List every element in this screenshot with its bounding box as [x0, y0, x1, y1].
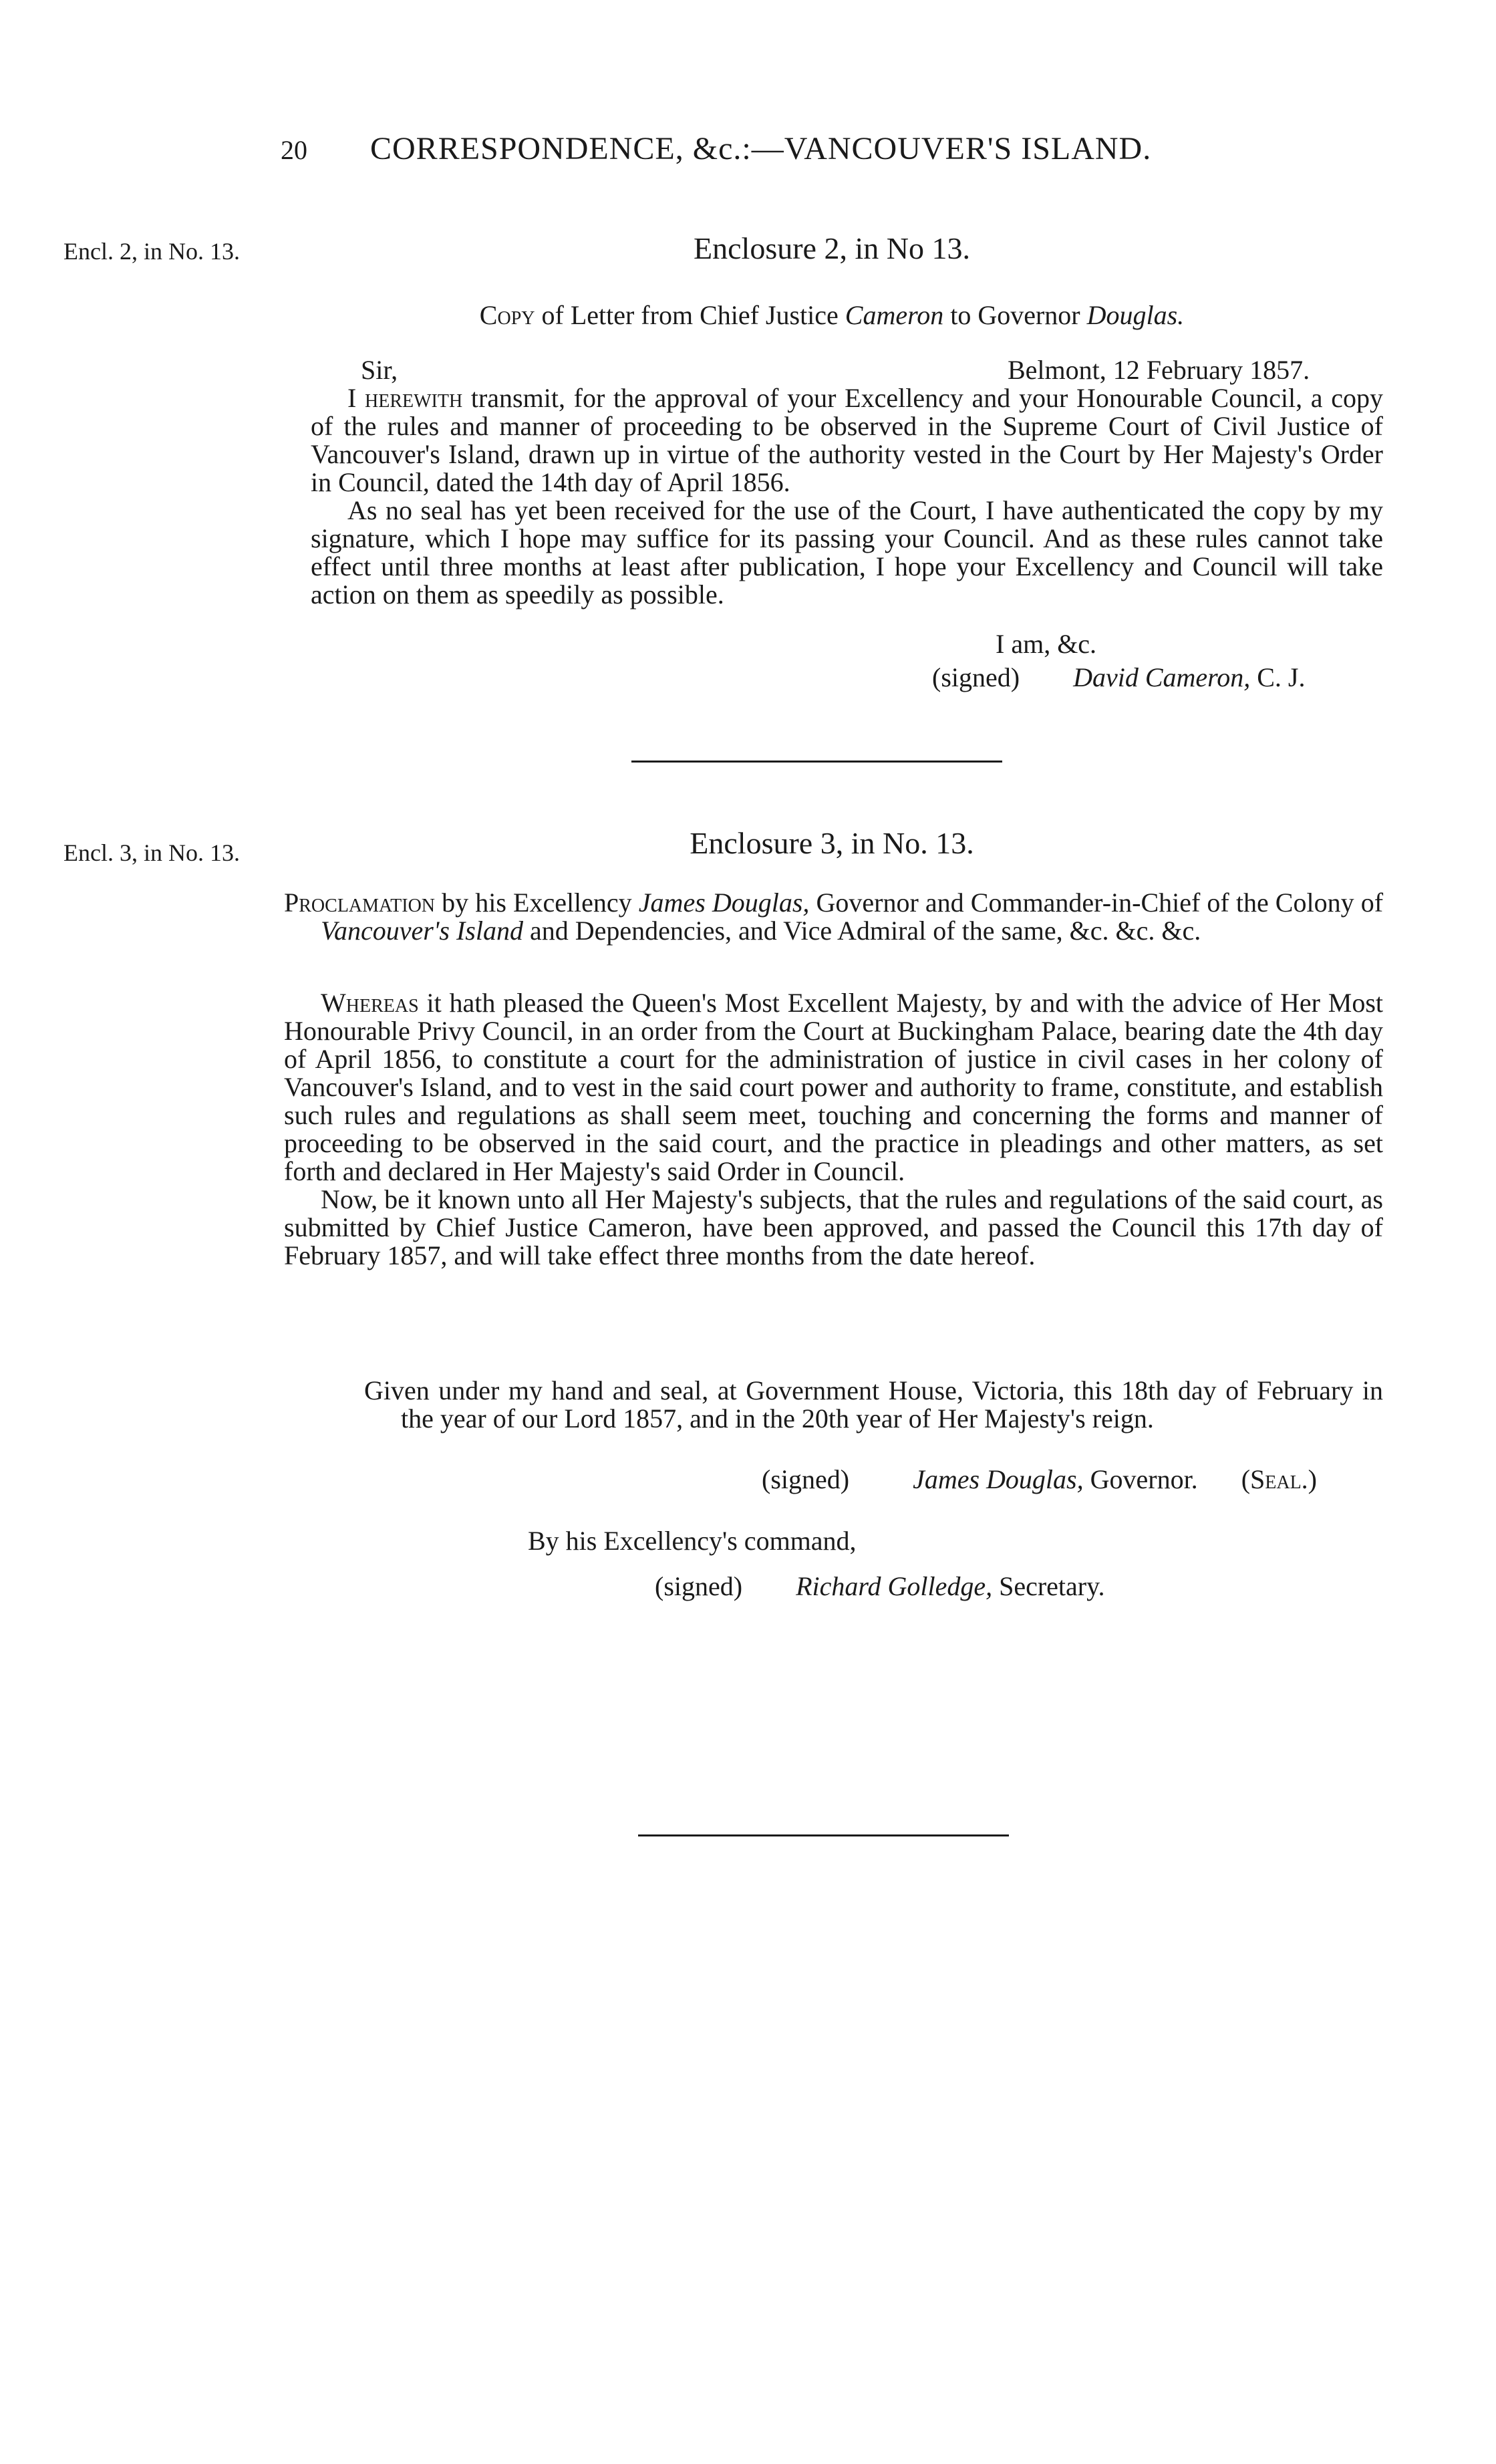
- running-title: CORRESPONDENCE, &c.:—VANCOUVER'S ISLAND.: [370, 131, 1152, 166]
- subheading-douglas: Douglas.: [1086, 300, 1185, 330]
- secretary-signature: [655, 1570, 1105, 1602]
- proc-text-3: and Dependencies, and Vice Admiral of the same, &c. &c. &c.: [522, 916, 1201, 946]
- enclosure-3-heading: Enclosure 3, in No. 13.: [690, 826, 974, 860]
- proclamation-paragraph-1: [284, 989, 1383, 1186]
- signed-label-3: (signed): [655, 1571, 743, 1601]
- signed-label: (signed): [932, 662, 1020, 692]
- proclamation-title: [284, 889, 1383, 945]
- governor-title: Governor.: [1083, 1464, 1198, 1494]
- closing: I am, &c.: [996, 629, 1097, 659]
- secretary-title: Secretary.: [992, 1571, 1105, 1601]
- proclamation-paragraph-2: Now, be it known unto all Her Majesty's subjects, that the rules and regulations of the said court, as submitted by Chief Justice Cameron, have been approved, and passed the Council this 17th day of February 1857, and will take effect three months from the date hereof.: [284, 1184, 1383, 1270]
- proclamation-title-text: [284, 889, 1383, 945]
- proclamation-body: [284, 989, 1383, 1270]
- subheading-copy: Copy: [479, 300, 535, 330]
- section-divider: [631, 761, 1002, 763]
- command-line: By his Excellency's command,: [528, 1526, 857, 1556]
- proc-text-1: by his Excellency: [435, 887, 639, 918]
- margin-note-encl-2: Encl. 2, in No. 13.: [63, 238, 240, 265]
- signer-name: David Cameron,: [1073, 662, 1251, 692]
- letter-paragraph-1: [311, 384, 1383, 497]
- proclamation-lead: Proclamation: [284, 887, 436, 918]
- proc-text-2: Governor and Commander-in-Chief of the Colony of: [809, 887, 1384, 918]
- governor-signature: [762, 1464, 1317, 1495]
- dateline: Belmont, 12 February 1857.: [1008, 355, 1310, 385]
- enclosure-2-heading: Enclosure 2, in No 13.: [694, 231, 970, 265]
- signer-title: C. J.: [1250, 662, 1306, 692]
- proc-governor-name: James Douglas,: [638, 887, 810, 918]
- proclamation-paragraph-1-text: it hath pleased the Queen's Most Excellent Majesty, by and with the advice of Her Most Honourable Privy Council, in an order from the Court at Buckingham Palace, bearing date the 4th day of April 1856, to constitute a court for the administration of justice in civil cases in her colony of Vancouver's Island, and to vest in the said court power and authority to frame, constitute, and establish such rules and regulations as shall seem meet, touching and concerning the forms and manner of proceeding to be observed in the said court, and the practice in pleadings and other matters, as set forth and declared in Her Majesty's said Order in Council.: [284, 988, 1383, 1186]
- margin-note-encl-3: Encl. 3, in No. 13.: [63, 839, 240, 866]
- subheading-cameron: Cameron: [845, 300, 944, 330]
- signed-label-2: (signed): [762, 1464, 850, 1494]
- page-number: 20: [281, 135, 307, 165]
- letter-body: [311, 384, 1383, 609]
- proc-place: Vancouver's Island: [321, 916, 523, 946]
- end-divider: [638, 1834, 1009, 1836]
- salutation: Sir,: [361, 355, 398, 385]
- whereas-lead: Whereas: [321, 988, 419, 1018]
- enclosure-2-subheading: [281, 299, 1383, 331]
- subheading-text-1: of Letter from Chief Justice: [535, 300, 845, 330]
- running-header: [281, 130, 1283, 167]
- letter-signature: [932, 662, 1305, 693]
- seal-mark: (Seal.): [1241, 1464, 1318, 1494]
- given-text: Given under my hand and seal, at Government House, Victoria, this 18th day of February in the year of our Lord 1857, and in the 20th year of Her Majesty's reign.: [364, 1375, 1383, 1433]
- letter-paragraph-1-text: transmit, for the approval of your Excellency and your Honourable Council, a copy of the rules and manner of proceeding to be observed in the Supreme Court of Civil Justice of Vancouver's Island, drawn up in virtue of the authority vested in the Court by Her Majesty's Order in Council, dated the 14th day of April 1856.: [311, 383, 1383, 497]
- letter-lead-word: I herewith: [347, 383, 463, 413]
- governor-name: James Douglas,: [913, 1464, 1084, 1494]
- letter-paragraph-2: As no seal has yet been received for the use of the Court, I have authenticated the copy by my signature, which I hope may suffice for its passing your Council. And as these rules cannot take effect until three months at least after publication, I hope your Excellency and Council will take action on them as speedily as possible.: [311, 495, 1383, 609]
- given-clause: [364, 1377, 1383, 1433]
- subheading-text-2: to Governor: [943, 300, 1087, 330]
- secretary-name: Richard Golledge,: [796, 1571, 993, 1601]
